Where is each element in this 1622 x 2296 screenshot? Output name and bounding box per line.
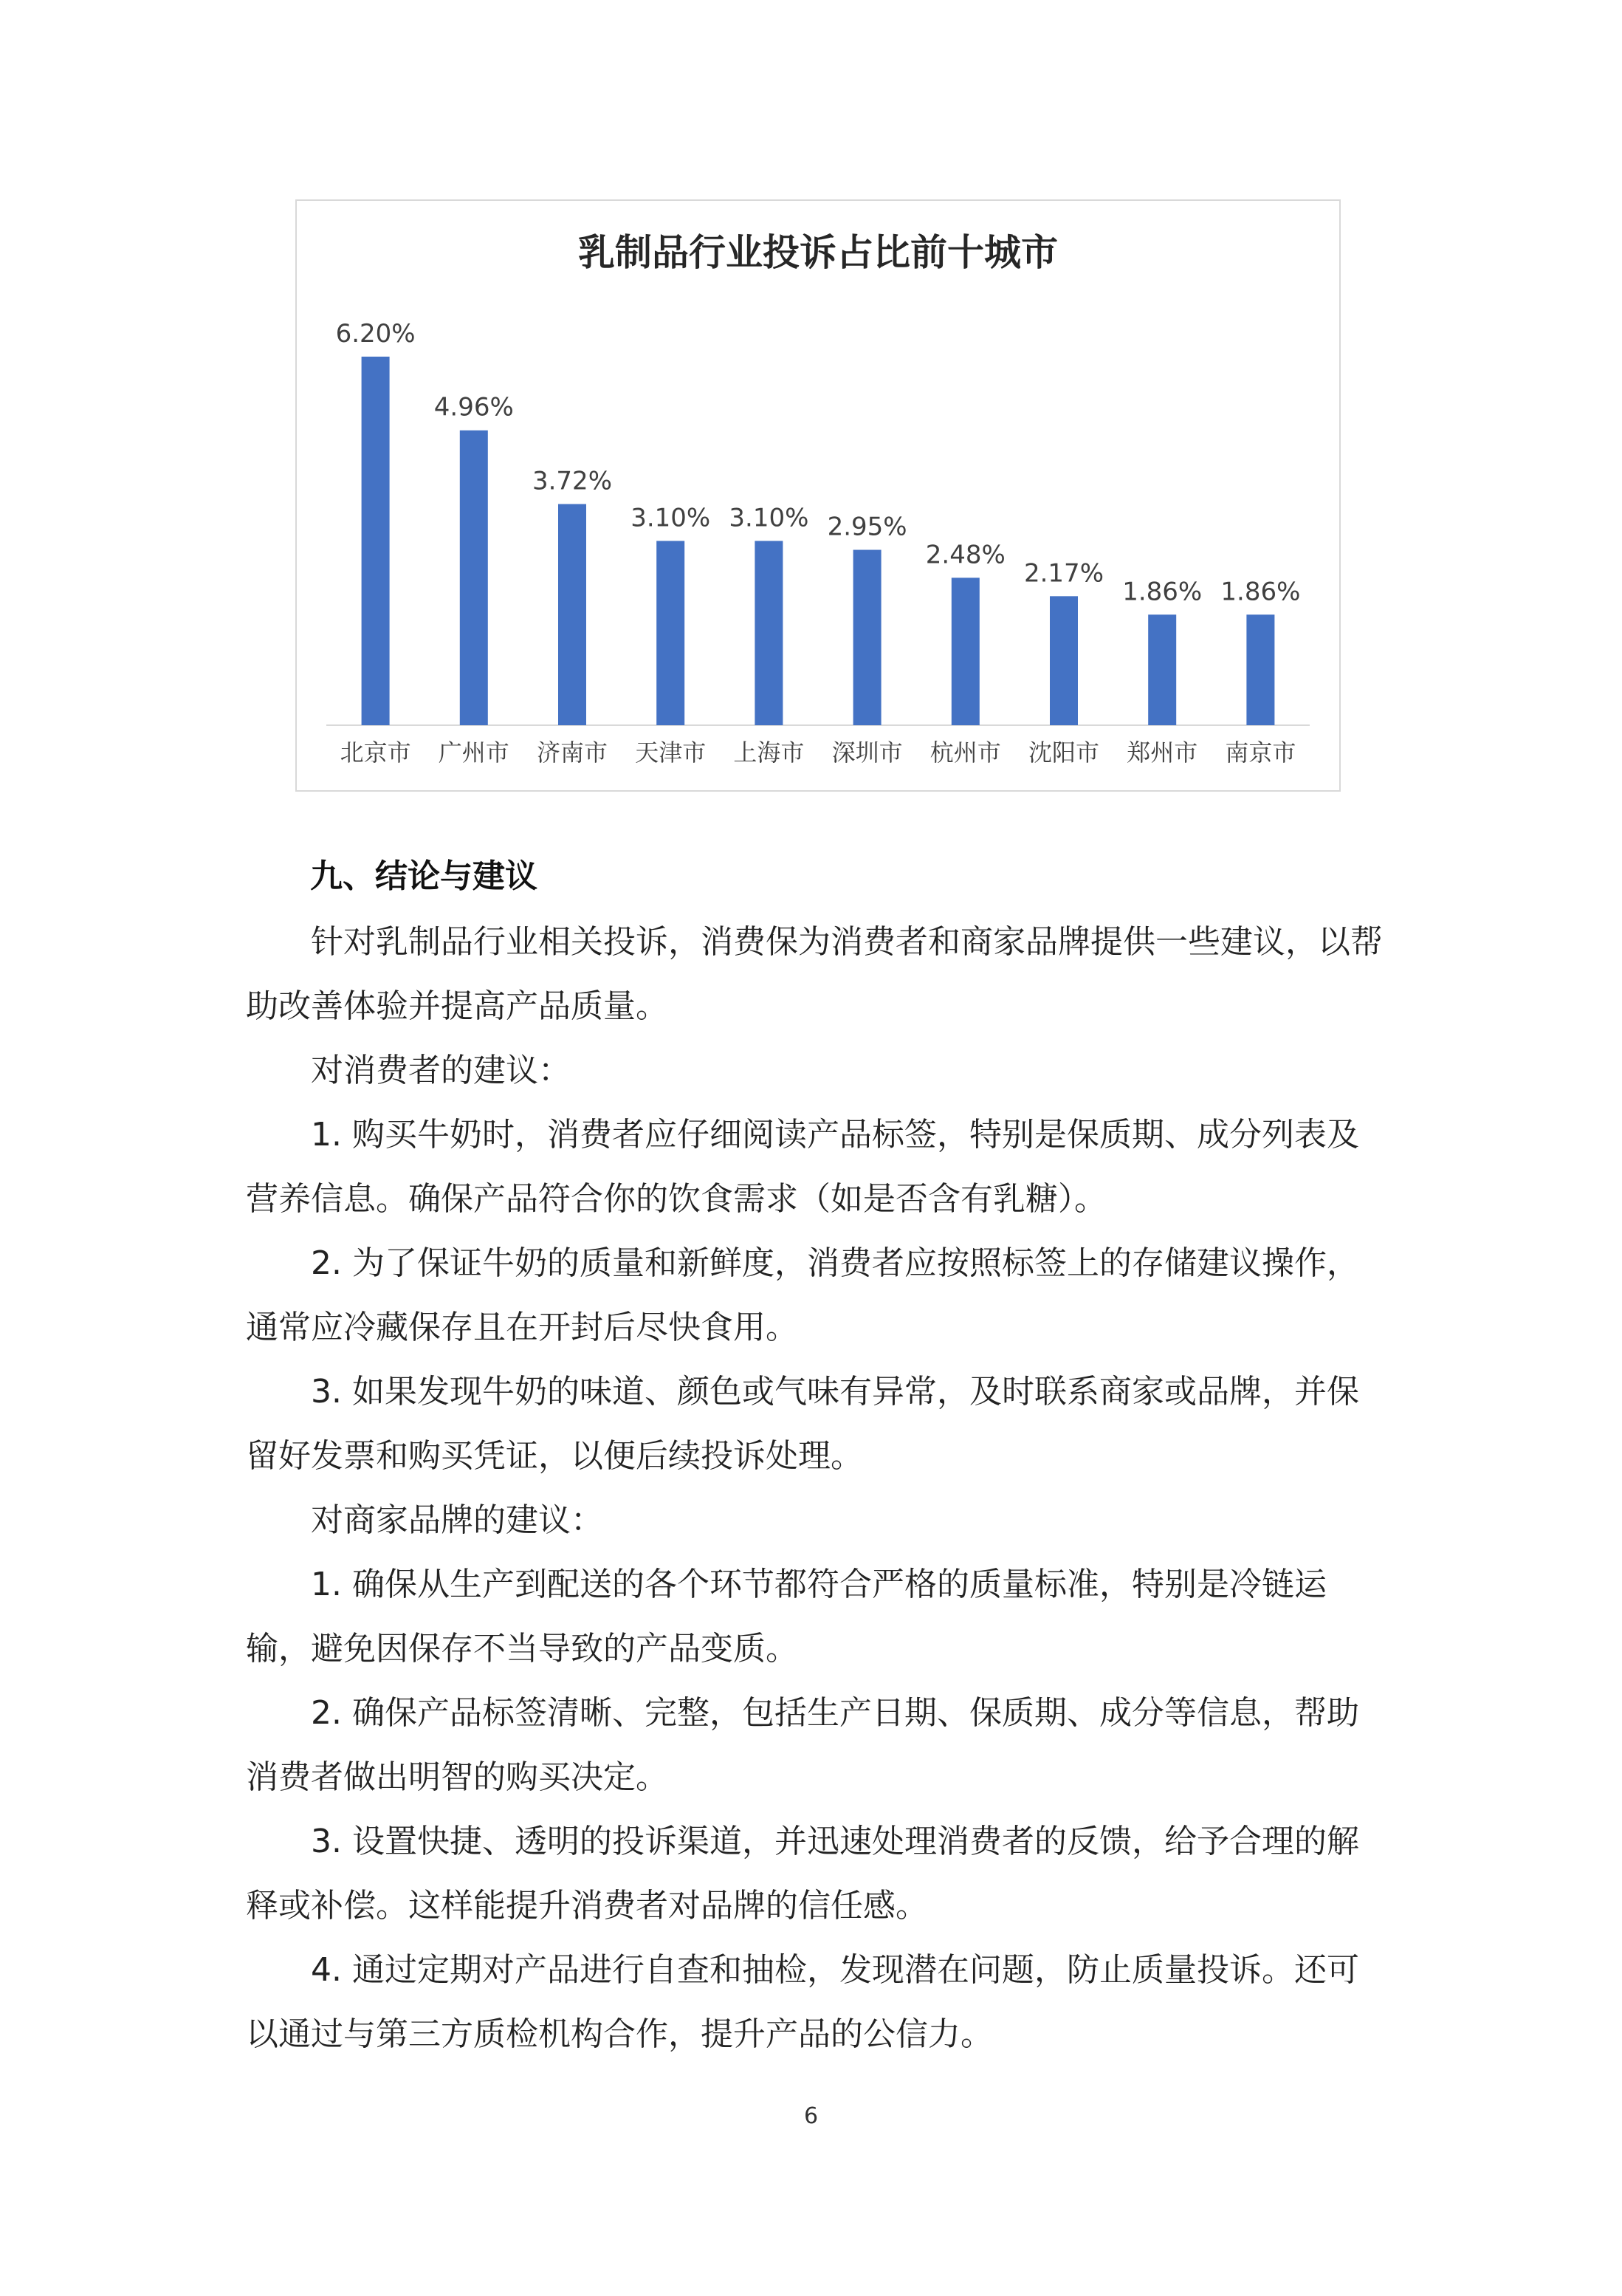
data-label: 4.96% xyxy=(433,392,514,422)
merchant-advice-4: 4. 通过定期对产品进行自查和抽检，发现潜在问题，防止质量投诉。还可以通过与第三方质检机构合作，提升产品的公信力。 xyxy=(246,1951,1359,2053)
x-tick-label: 沈阳市 xyxy=(1028,739,1100,767)
x-tick-label: 北京市 xyxy=(340,739,411,767)
x-tick-label: 南京市 xyxy=(1225,739,1296,767)
x-tick-label: 郑州市 xyxy=(1127,739,1198,767)
merchant-advice-1: 1. 确保从生产到配送的各个环节都符合严格的质量标准，特别是冷链运输，避免因保存不当导致的产品变质。 xyxy=(246,1566,1327,1668)
bar xyxy=(755,541,783,725)
page-number: 6 xyxy=(803,2103,819,2129)
merchant-advice-2: 2. 确保产品标签清晰、完整，包括生产日期、保质期、成分等信息，帮助消费者做出明智的购买决定。 xyxy=(246,1694,1359,1796)
merchant-advice-3: 3. 设置快捷、透明的投诉渠道，并迅速处理消费者的反馈，给予合理的解释或补偿。这样能提升消费者对品牌的信任感。 xyxy=(246,1823,1359,1925)
bar-chart xyxy=(295,199,1341,792)
data-label: 1.86% xyxy=(1220,577,1301,607)
intro-paragraph: 针对乳制品行业相关投诉，消费保为消费者和商家品牌提供一些建议，以帮助改善体验并提高产品质量。 xyxy=(246,923,1383,1025)
x-tick-label: 深圳市 xyxy=(831,739,903,767)
data-label: 6.20% xyxy=(335,318,416,349)
bar xyxy=(460,431,488,725)
bar xyxy=(1148,614,1176,725)
consumer-advice-1: 1. 购买牛奶时，消费者应仔细阅读产品标签，特别是保质期、成分列表及营养信息。确保产品符合你的饮食需求（如是否含有乳糖）。 xyxy=(246,1116,1359,1218)
data-label: 3.10% xyxy=(729,503,809,533)
data-label: 2.95% xyxy=(827,512,907,542)
data-label: 3.72% xyxy=(532,466,613,496)
consumer-advice-3: 3. 如果发现牛奶的味道、颜色或气味有异常，及时联系商家或品牌，并保留好发票和购买凭证，以便后续投诉处理。 xyxy=(246,1373,1359,1475)
bar xyxy=(362,357,390,725)
chart-plot xyxy=(297,201,1339,790)
x-tick-label: 济南市 xyxy=(536,739,608,767)
bar xyxy=(558,504,586,725)
consumer-advice-heading: 对消费者的建议： xyxy=(311,1052,571,1089)
data-label: 3.10% xyxy=(630,503,711,533)
data-label: 2.17% xyxy=(1023,558,1104,589)
bar xyxy=(1050,596,1078,725)
chart-title: 乳制品行业投诉占比前十城市 xyxy=(578,231,1058,274)
merchant-advice-heading: 对商家品牌的建议： xyxy=(311,1501,603,1539)
bar xyxy=(853,550,882,725)
x-tick-label: 天津市 xyxy=(635,739,707,767)
x-tick-label: 上海市 xyxy=(733,739,805,767)
bar xyxy=(952,578,980,725)
data-label: 2.48% xyxy=(925,540,1006,570)
bar xyxy=(656,541,684,725)
section-heading: 九、结论与建议 xyxy=(310,857,537,895)
consumer-advice-2: 2. 为了保证牛奶的质量和新鲜度，消费者应按照标签上的存储建议操作，通常应冷藏保存且在开封后尽快食用。 xyxy=(246,1244,1359,1346)
body-text xyxy=(246,910,1390,2066)
bar xyxy=(1246,614,1274,725)
x-tick-label: 广州市 xyxy=(438,739,509,767)
data-label: 1.86% xyxy=(1122,577,1203,607)
x-tick-label: 杭州市 xyxy=(929,739,1001,767)
